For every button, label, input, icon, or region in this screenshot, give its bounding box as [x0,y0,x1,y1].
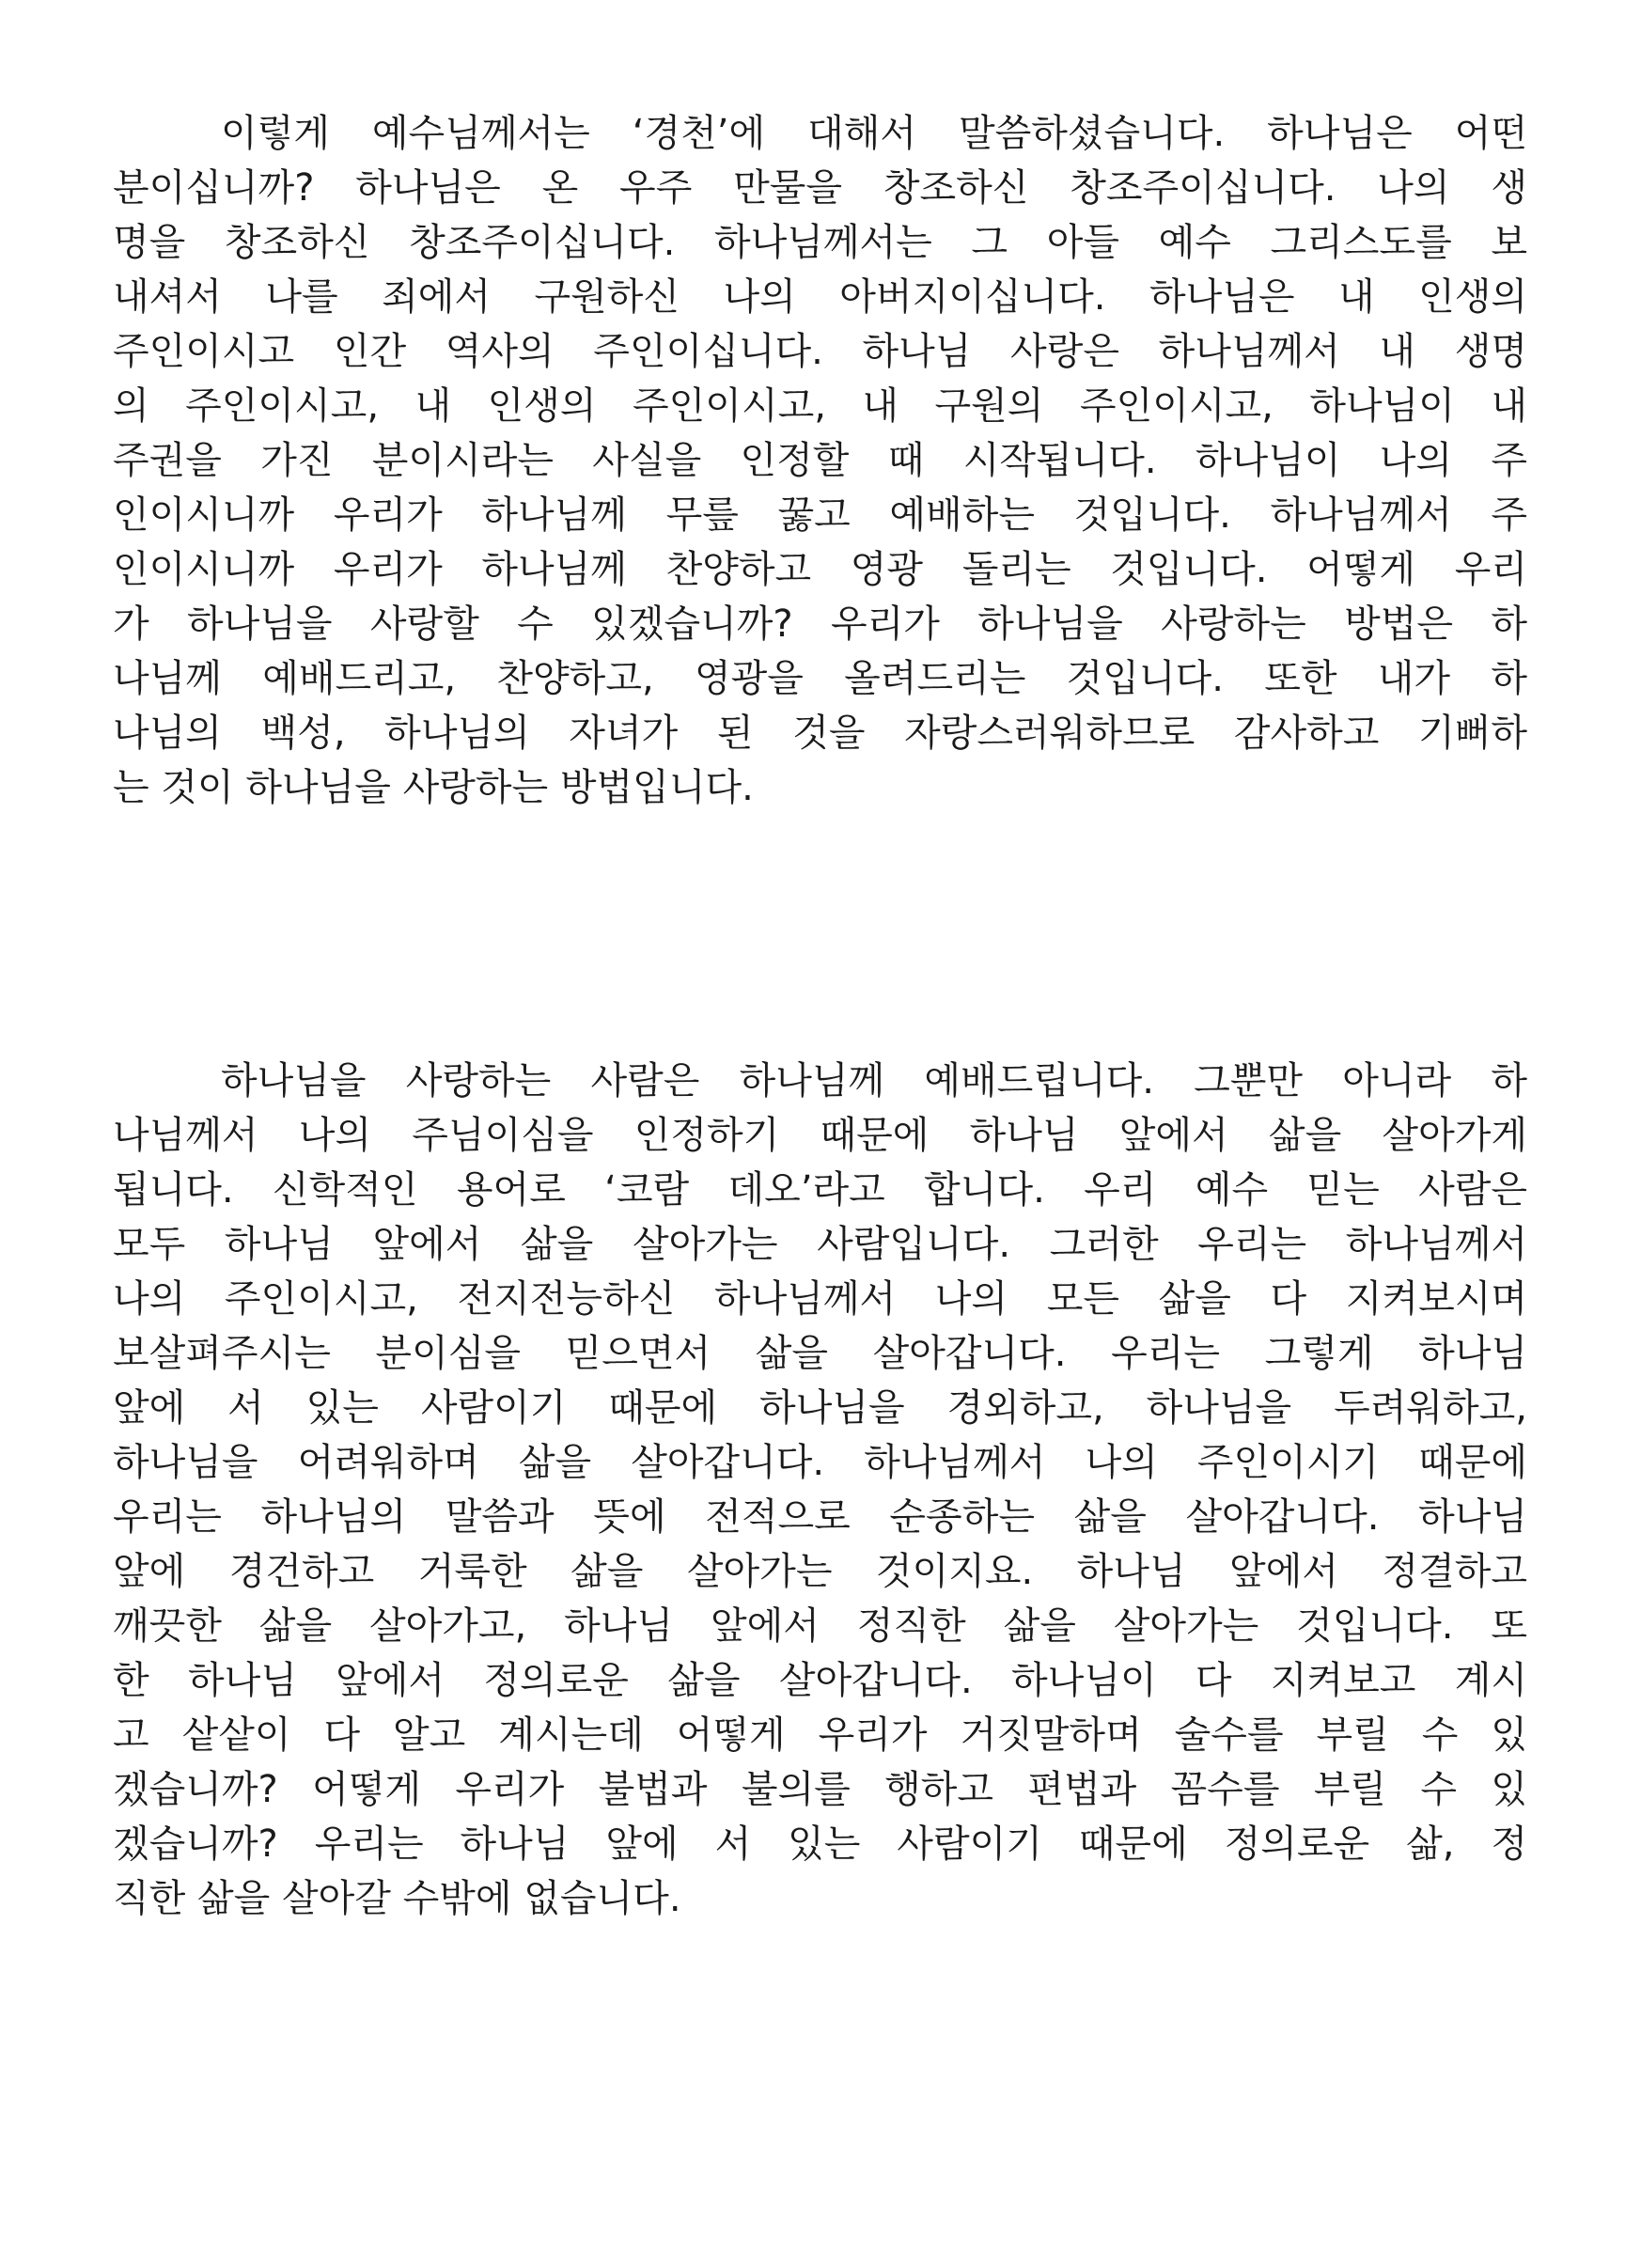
paragraph-line: 가 하나님을 사랑할 수 있겠습니까? 우리가 하나님을 사랑하는 방법은 하 [113,602,1527,646]
paragraph-line: 명을 창조하신 창조주이십니다. 하나님께서는 그 아들 예수 그리스도를 보 [113,221,1527,264]
paragraph-line: 겠습니까? 우리는 하나님 앞에 서 있는 사람이기 때문에 정의로운 삶, 정 [113,1822,1527,1866]
paragraph-line: 인이시니까 우리가 하나님께 찬양하고 영광 돌리는 것입니다. 어떻게 우리 [113,548,1527,591]
paragraph-line: 는 것이 하나님을 사랑하는 방법입니다. [113,766,754,809]
paragraph-line: 나님의 백성, 하나님의 자녀가 된 것을 자랑스러워하므로 감사하고 기뻐하 [113,712,1527,755]
paragraph-line: 나님께서 나의 주님이심을 인정하기 때문에 하나님 앞에서 삶을 살아가게 [113,1114,1527,1157]
paragraph-line: 나의 주인이시고, 전지전능하신 하나님께서 나의 모든 삶을 다 지켜보시며 [113,1277,1527,1321]
paragraph-line: 하나님을 사랑하는 사람은 하나님께 예배드립니다. 그뿐만 아니라 하 [221,1059,1527,1103]
paragraph-1 [113,106,1527,815]
paragraph-2 [113,1054,1527,1926]
paragraph-line: 한 하나님 앞에서 정의로운 삶을 살아갑니다. 하나님이 다 지켜보고 계시 [113,1659,1527,1702]
paragraph-line: 앞에 경건하고 거룩한 삶을 살아가는 것이지요. 하나님 앞에서 정결하고 [113,1550,1527,1593]
paragraph-line: 인이시니까 우리가 하나님께 무릎 꿇고 예배하는 것입니다. 하나님께서 주 [113,493,1527,537]
paragraph-line: 됩니다. 신학적인 용어로 ‘코람 데오’라고 합니다. 우리 예수 믿는 사람은 [113,1168,1527,1212]
paragraph-line: 앞에 서 있는 사람이기 때문에 하나님을 경외하고, 하나님을 두려워하고, [113,1386,1527,1430]
paragraph-line: 이렇게 예수님께서는 ‘경천’에 대해서 말씀하셨습니다. 하나님은 어떤 [221,112,1527,155]
paragraph-line: 고 샅샅이 다 알고 계시는데 어떻게 우리가 거짓말하며 술수를 부릴 수 있 [113,1713,1527,1757]
paragraph-line: 깨끗한 삶을 살아가고, 하나님 앞에서 정직한 삶을 살아가는 것입니다. 또 [113,1604,1527,1648]
paragraph-line: 보살펴주시는 분이심을 믿으면서 삶을 살아갑니다. 우리는 그렇게 하나님 [113,1332,1527,1375]
paragraph-line: 하나님을 어려워하며 삶을 살아갑니다. 하나님께서 나의 주인이시기 때문에 [113,1441,1527,1484]
paragraph-line: 주권을 가진 분이시라는 사실을 인정할 때 시작됩니다. 하나님이 나의 주 [113,439,1527,482]
paragraph-line: 모두 하나님 앞에서 삶을 살아가는 사람입니다. 그러한 우리는 하나님께서 [113,1223,1527,1266]
paragraph-line: 내셔서 나를 죄에서 구원하신 나의 아버지이십니다. 하나님은 내 인생의 [113,275,1527,319]
paragraph-line: 분이십니까? 하나님은 온 우주 만물을 창조하신 창조주이십니다. 나의 생 [113,166,1527,210]
paragraph-line: 겠습니까? 어떻게 우리가 불법과 불의를 행하고 편법과 꼼수를 부릴 수 있 [113,1768,1527,1811]
paragraph-line: 우리는 하나님의 말씀과 뜻에 전적으로 순종하는 삶을 살아갑니다. 하나님 [113,1495,1527,1539]
paragraph-line: 나님께 예배드리고, 찬양하고, 영광을 올려드리는 것입니다. 또한 내가 하 [113,657,1527,700]
paragraph-line: 직한 삶을 살아갈 수밖에 없습니다. [113,1877,681,1920]
paragraph-line: 주인이시고 인간 역사의 주인이십니다. 하나님 사랑은 하나님께서 내 생명 [113,330,1527,373]
paragraph-line: 의 주인이시고, 내 인생의 주인이시고, 내 구원의 주인이시고, 하나님이 내 [113,384,1527,428]
